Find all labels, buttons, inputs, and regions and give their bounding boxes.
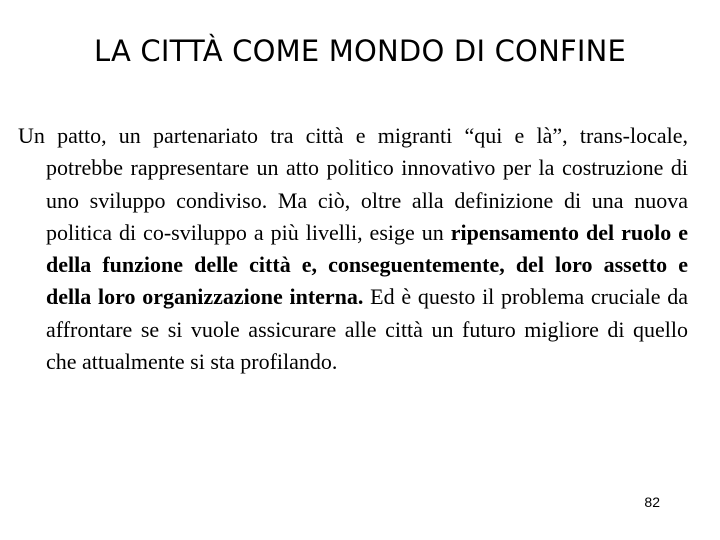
paragraph-text-start: Un patto, un partenariato tra città e migranti “qui e là”, trans-locale, potrebbe rappresentare un atto politico innovativo per la costruzione di uno sviluppo condiviso. Ma ciò, oltre alla definizione di una nuova politica di co-sviluppo a più livelli, esige un xyxy=(18,123,688,245)
page-number: 82 xyxy=(644,494,660,510)
body-paragraph xyxy=(18,120,688,378)
paragraph-emphasis: ripensamento del ruolo e della funzione delle città e, conseguentemente, del loro assetto e della loro organizzazione interna. xyxy=(46,219,688,310)
slide-title: LA CITTÀ COME MONDO DI CONFINE xyxy=(93,34,627,68)
paragraph-text-end: Ed è questo il problema cruciale da affrontare se si vuole assicurare alle città un futuro migliore di quello che attualmente si sta profilando. xyxy=(46,284,688,375)
